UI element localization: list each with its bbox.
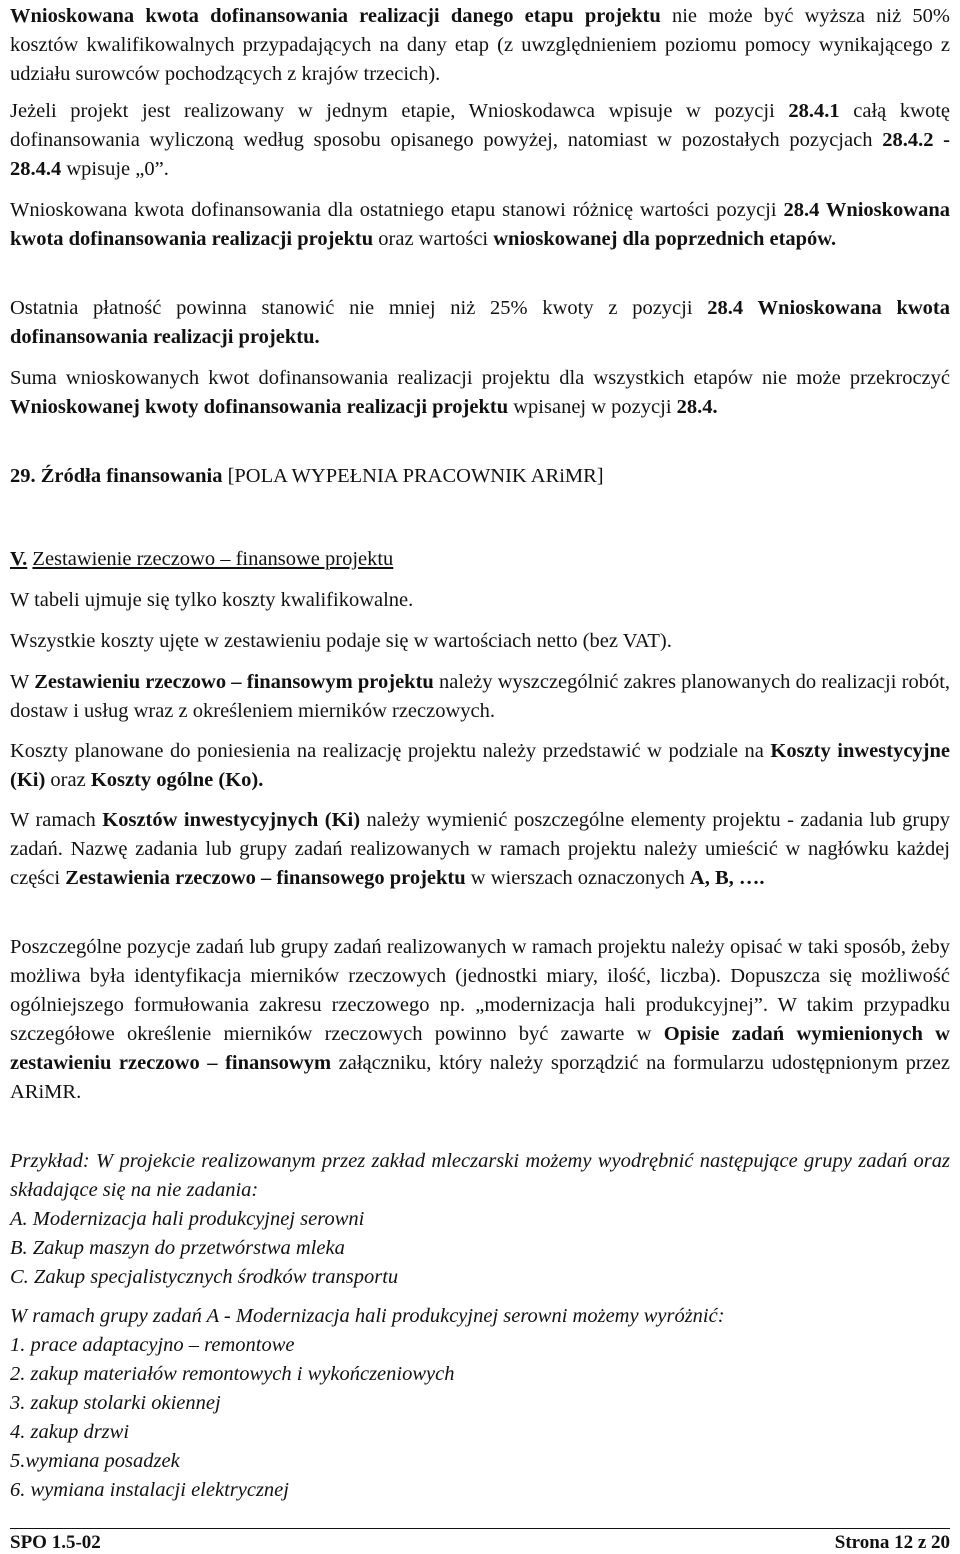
list-item: 5.wymiana posadzek bbox=[10, 1450, 180, 1472]
paragraph-task-description: Poszczególne pozycje zadań lub grupy zadań realizowanych w ramach projektu należy opisać w taki sposób, żeby możliwa była identyfikacja mierników rzeczowych (jednostki miary, ilość, liczba). Dopuszcza się możliwość ogólniejszego formułowania zakresu rzeczowego np. „modernizacja hali produkcyjnej”. W takim przypadku szczegółowe określenie mierników rzeczowych powinno być zawarte w Opisie zadań wymienionych w zestawieniu rzeczowo – finansowym załączniku, który należy sporządzić na formularzu udostępnionym przez ARiMR. bbox=[10, 936, 950, 1103]
paragraph-sum-limit: Suma wnioskowanych kwot dofinansowania realizacji projektu dla wszystkich etapów nie może przekroczyć Wnioskowanej kwoty dofinansowania realizacji projektu wpisanej w pozycji 28.4. bbox=[10, 367, 950, 418]
example-task-list bbox=[10, 1331, 950, 1505]
list-item: 6. wymiana instalacji elektrycznej bbox=[10, 1479, 289, 1501]
paragraph-last-stage: Wnioskowana kwota dofinansowania dla ostatniego etapu stanowi różnicę wartości pozycji 28.4 Wnioskowana kwota dofinansowania realizacji projektu oraz wartości wnioskowanej dla poprzednich etapów. bbox=[10, 199, 951, 250]
list-item: B. Zakup maszyn do przetwórstwa mleka bbox=[10, 1237, 345, 1259]
list-item: 1. prace adaptacyjno – remontowe bbox=[10, 1334, 295, 1356]
paragraph-scope: W Zestawieniu rzeczowo – finansowym projektu należy wyszczególnić zakres planowanych do realizacji robót, dostaw i usług wraz z określeniem mierników rzeczowych. bbox=[10, 671, 951, 722]
list-item: 3. zakup stolarki okiennej bbox=[10, 1392, 221, 1414]
page-footer bbox=[10, 1532, 950, 1554]
paragraph-net-values: Wszystkie koszty ujęte w zestawieniu podaje się w wartościach netto (bez VAT). bbox=[10, 630, 672, 652]
example-intro: Przykład: W projekcie realizowanym przez zakład mleczarski możemy wyodrębnić następujące grupy zadań oraz składające się na nie zadania: bbox=[10, 1150, 950, 1201]
paragraph-investment-costs: W ramach Kosztów inwestycyjnych (Ki) należy wymienić poszczególne elementy projektu - zadania lub grupy zadań. Nazwę zadania lub grupy zadań realizowanych w ramach projektu należy umieścić w nagłówku każdej części Zestawienia rzeczowo – finansowego projektu w wierszach oznaczonych A, B, …. bbox=[10, 809, 950, 889]
list-item: 2. zakup materiałów remontowych i wykończeniowych bbox=[10, 1363, 455, 1385]
paragraph-cost-split: Koszty planowane do poniesienia na realizację projektu należy przedstawić w podziale na Koszty inwestycyjne (Ki) oraz Koszty ogólne (Ko). bbox=[10, 740, 950, 791]
section-heading-v: V. Zestawienie rzeczowo – finansowe projektu bbox=[10, 548, 394, 570]
list-item: A. Modernizacja hali produkcyjnej serowni bbox=[10, 1208, 365, 1230]
list-item: 4. zakup drzwi bbox=[10, 1421, 130, 1443]
paragraph-eligible-costs: W tabeli ujmuje się tylko koszty kwalifikowalne. bbox=[10, 589, 414, 611]
paragraph-funding-sources: 29. Źródła finansowania [POLA WYPEŁNIA PRACOWNIK ARiMR] bbox=[10, 465, 604, 487]
bold-term: Wnioskowana kwota dofinansowania realizacji danego etapu projektu bbox=[10, 5, 661, 27]
page-number: Strona 12 z 20 bbox=[834, 1532, 950, 1553]
paragraph-etap-limit: Wnioskowana kwota dofinansowania realizacji danego etapu projektu nie może być wyższa niż 50% kosztów kwalifikowalnych przypadających na dany etap (z uwzględnieniem poziomu pomocy wynikającego z udziału surowców pochodzących z krajów trzecich). bbox=[10, 5, 950, 85]
paragraph-single-stage: Jeżeli projekt jest realizowany w jednym etapie, Wnioskodawca wpisuje w pozycji 28.4.1 całą kwotę dofinansowania wyliczoną według sposobu opisanego powyżej, natomiast w pozostałych pozycjach 28.4.2 - 28.4.4 wpisuje „0”. bbox=[10, 100, 951, 180]
example-intro-2: W ramach grupy zadań A - Modernizacja hali produkcyjnej serowni możemy wyróżnić: bbox=[10, 1305, 725, 1327]
paragraph-last-payment: Ostatnia płatność powinna stanowić nie mniej niż 25% kwoty z pozycji 28.4 Wnioskowana kwota dofinansowania realizacji projektu. bbox=[10, 297, 950, 348]
example-group-list bbox=[10, 1205, 950, 1292]
document-code: SPO 1.5-02 bbox=[10, 1532, 101, 1553]
list-item: C. Zakup specjalistycznych środków transportu bbox=[10, 1266, 399, 1288]
footer-divider bbox=[10, 1528, 950, 1529]
